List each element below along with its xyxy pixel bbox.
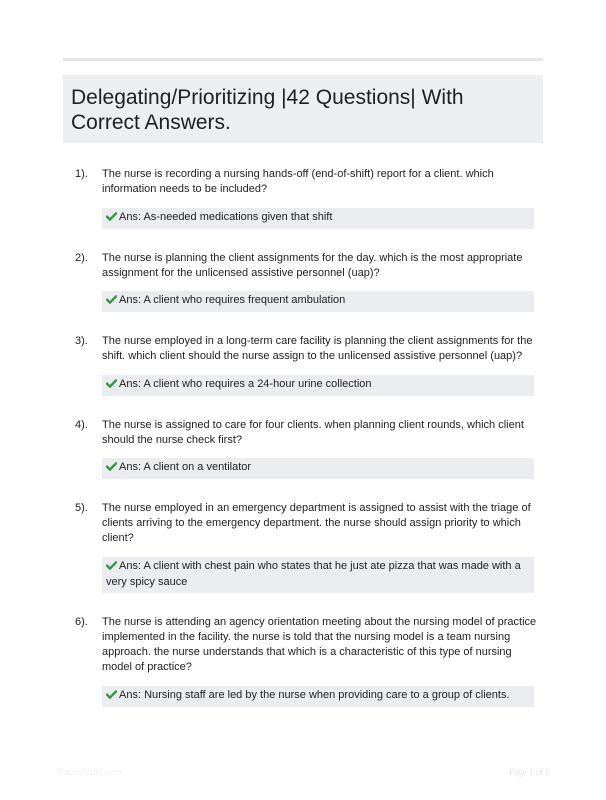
answer-text: Ans: A client who requires a 24-hour urine collection	[119, 378, 372, 390]
question-text: The nurse is attending an agency orientation meeting about the nursing model of practice implemented in the facility. the nurse is told that the nursing model is a team nursing approach. the nurse understands that which is a characteristic of this type of nursing model of practice?	[102, 616, 537, 673]
question-text: The nurse is recording a nursing hands-off (end-of-shift) report for a client. which information needs to be included?	[102, 168, 494, 195]
title-banner	[63, 75, 543, 143]
question-text: The nurse employed in an emergency department is assigned to assist with the triage of clients arriving to the emergency department. the nurse should assign priority to which client?	[102, 502, 531, 544]
check-icon	[106, 211, 117, 226]
page-number: Page 1 of 8	[509, 767, 550, 777]
answer-box	[102, 557, 534, 593]
answer-box	[102, 208, 534, 229]
answer-text: Ans: As-needed medications given that shift	[119, 211, 333, 223]
answer-text: Ans: A client on a ventilator	[119, 461, 252, 473]
answer-box	[102, 291, 534, 312]
check-icon	[106, 294, 117, 309]
check-icon	[106, 378, 117, 393]
document-title: Delegating/Prioritizing |42 Questions| With Correct Answers.	[71, 86, 464, 134]
question-number: 5).	[75, 502, 88, 514]
question-number: 3).	[75, 335, 88, 347]
question-number: 2).	[75, 252, 88, 264]
question-number: 6).	[75, 616, 88, 628]
answer-text: Ans: A client who requires frequent ambulation	[119, 294, 346, 306]
question-text: The nurse employed in a long-term care facility is planning the client assignments for the shift. which client should the nurse assign to the unlicensed assistive personnel (uap)?	[102, 335, 533, 362]
check-icon	[106, 461, 117, 476]
answer-box	[102, 458, 534, 479]
question-number: 1).	[75, 168, 88, 180]
top-divider	[63, 58, 543, 61]
question-number: 4).	[75, 419, 88, 431]
question-text: The nurse is assigned to care for four clients. when planning client rounds, which client should the nurse check first?	[102, 419, 524, 446]
answer-box	[102, 686, 534, 707]
answer-text: Ans: Nursing staff are led by the nurse when providing care to a group of clients.	[119, 689, 510, 701]
check-icon	[106, 689, 117, 704]
footer-watermark: PaperStuic.com	[58, 767, 122, 777]
answer-box	[102, 375, 534, 396]
question-text: The nurse is planning the client assignments for the day. which is the most appropriate assignment for the unlicensed assistive personnel (uap)?	[102, 252, 523, 279]
answer-text: Ans: A client with chest pain who states that he just ate pizza that was made with a very spicy sauce	[106, 560, 521, 588]
check-icon	[106, 560, 117, 575]
